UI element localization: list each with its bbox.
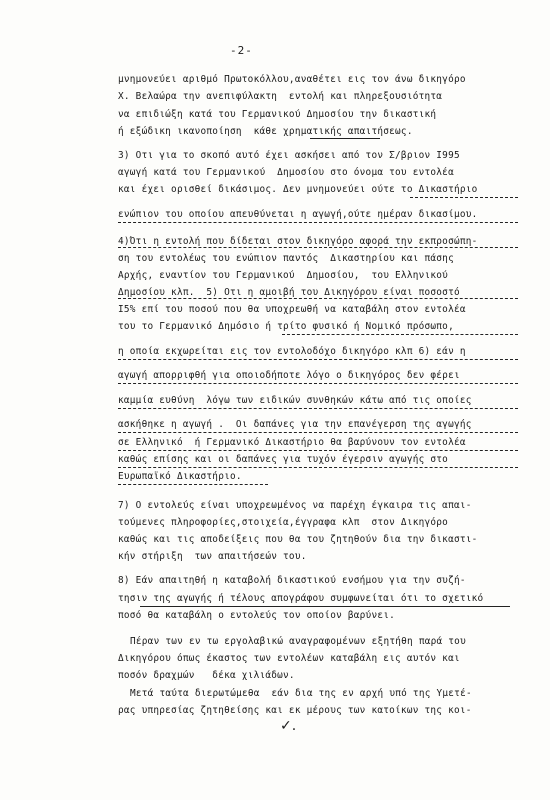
underline (410, 197, 518, 198)
underline (118, 383, 518, 384)
text-line: μνημονεύει αριθμό Πρωτοκόλλου,αναθέτει εις τον άνω δικηγόρο (118, 74, 466, 85)
text-line: καθώς επίσης και οι δαπάνες για τυχόν έγερσιν αγωγής στο (118, 454, 449, 465)
text-line: Ευρωπαϊκό Δικαστήριο. (118, 471, 242, 482)
text-line: αγωγή απορριφθή για οποιοδήποτε λόγο ο δικηγόρος δεν φέρει (118, 370, 460, 381)
text-line: καμμία ευθύνη λόγω των ειδικών συνθηκών κάτω από τις οποίες (118, 395, 472, 406)
text-line: ποσό θα καταβάλη ο εντολεύς τον οποίον βαρύνει. (118, 610, 396, 621)
text-line: του το Γερμανικό Δημόσιο ή τρίτο φυσικό ή Νομικό πρόσωπο, (118, 321, 454, 332)
text-line: ρας υπηρεσίας ζητηθείσης και εκ μέρους των κατοίκων της κοι- (118, 705, 472, 716)
underline (310, 138, 380, 139)
text-line: ασκήθηκε η αγωγή . Οι δαπάνες για την επανέγερση της αγωγής (118, 419, 472, 430)
text-line: Πέραν των εν τω εργολαβικώ αναγραφομένων εξητήθη παρά του (130, 636, 466, 647)
underline (140, 606, 510, 607)
underline (118, 222, 518, 223)
text-line: η οποία εκχωρείται εις τον εντολοδόχο δικηγόρο κλπ 6) εάν η (118, 346, 466, 357)
text-line: Δημοσίου κλπ. 5) Οτι η αμοιβή του Δικηγόρου είναι ποσοστό (118, 287, 460, 298)
underline (118, 484, 268, 485)
underline (118, 432, 518, 433)
text-line: 4)Ότι η εντολή που δίδεται στον δικηγόρο αφορά την εκπροσώπη- (118, 236, 478, 247)
text-line: καθώς και τις αποδείξεις που θα του ζητηθούν δια την δικαστι- (118, 534, 478, 545)
underline (118, 359, 518, 360)
text-line: Δικηγόρου όπως έκαστος των εντολέων καταβάλη εις αυτόν και (118, 653, 460, 664)
text-line: αγωγή κατά του Γερμανικού Δημοσίου στο όνομα του εντολέα (118, 167, 454, 178)
text-line: ποσόν δραχμών δέκα χιλιάδων. (118, 670, 295, 681)
page-number: -2- (230, 44, 253, 57)
underline (118, 298, 518, 299)
text-line: και έχει ορισθεί δικάσιμος. Δεν μνημονεύει ούτε το Δικαστήριο (118, 184, 478, 195)
text-line: 8) Εάν απαιτηθή η καταβολή δικαστικού ενσήμου για την συζή- (118, 575, 466, 586)
text-line: Ι5% επί του ποσού που θα υποχρεωθή να καταβάλη στον εντολέα (118, 304, 466, 315)
text-line: Χ. Βελαώρα την ανεπιφύλακτη εντολή και πληρεξουσιότητα (118, 91, 443, 102)
text-line: ή εξώδικη ικανοποίηση κάθε χρηματικής απαιτήσεως. (118, 126, 413, 137)
underline (118, 247, 518, 248)
text-line: να επιδιώξη κατά του Γερμανικού Δημοσίου την δικαστική (118, 109, 437, 120)
text-line: τούμενες πληροφορίες,στοιχεία,έγγραφα κλπ στον Δικηγόρο (118, 517, 449, 528)
underline (118, 467, 518, 468)
text-line: ενώπιον του οποίου απευθύνεται η αγωγή,ούτε ημέραν δικασίμου. (118, 209, 478, 220)
text-line: 7) Ο εντολεύς είναι υποχρεωμένος να παρέχη έγκαιρα τις απαι- (118, 500, 472, 511)
text-line: ση του εντολέως του ενώπιον παντός Δικαστηρίου και πάσης (118, 253, 454, 264)
underline (118, 408, 518, 409)
text-line: 3) Οτι για το σκοπό αυτό έχει ασκήσει από τον Σ/βριον Ι995 (118, 150, 460, 161)
text-line: κήν στήριξη των απαιτήσεών του. (118, 551, 307, 562)
text-line: τησιν της αγωγής ή τέλους απογράφου συμφωνείται ότι το σχετικό (118, 593, 484, 604)
text-line: Μετά ταύτα διερωτώμεθα εάν δια της εν αρχή υπό της Υμετέ- (130, 688, 472, 699)
tick-mark: ✓. (280, 718, 297, 734)
text-line: σε Ελληνικό ή Γερμανικό Δικαστήριο θα βαρύνουν τον εντολέα (118, 437, 466, 448)
underline (118, 450, 518, 451)
underline (282, 334, 518, 335)
text-line: Αρχής, εναντίον του Γερμανικού Δημοσίου, του Ελληνικού (118, 270, 449, 281)
